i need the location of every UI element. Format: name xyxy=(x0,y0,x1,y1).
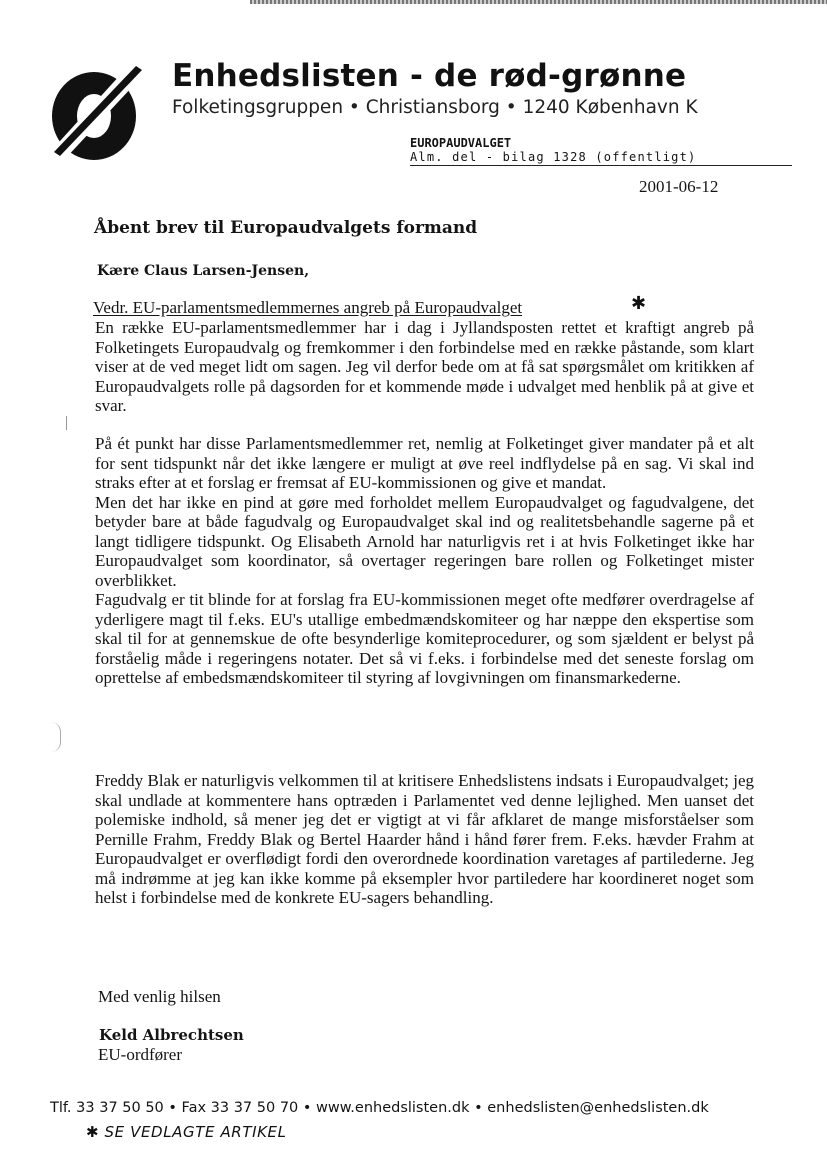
margin-bracket xyxy=(50,722,61,752)
footer-contact: Tlf. 33 37 50 50 • Fax 33 37 50 70 • www.enhedslisten.dk • enhedslisten@enhedslisten.dk xyxy=(50,1100,709,1116)
letter-title: Åbent brev til Europaudvalgets formand xyxy=(94,218,478,238)
paragraph-committees: Fagudvalg er tit blinde for at forslag fra EU-kommissionen meget ofte medfører overdragelse af yderligere magt til f.eks. EU's utallige embedmændskomiteer og har næppe den ekspertise som skal til for at gennemskue de ofte besynderlige komiteprocedurer, og som sjældent er belyst på forståelig måde i regeringens notater. Det så vi f.eks. i forbindelse med det seneste forslag om oprettelse af embedsmændskomiteer til styring af lovgivningen om finansmarkederne. xyxy=(95,590,754,687)
salutation: Kære Claus Larsen-Jensen, xyxy=(97,263,310,279)
handwritten-note: ✱ SE VEDLAGTE ARTIKEL xyxy=(86,1123,287,1141)
paragraph-response: Freddy Blak er naturligvis velkommen til at kritisere Enhedslistens indsats i Europaudvalget; jeg skal undlade at kommentere hans optræden i Parlamentet ved denne lejlighed. Men uanset det polemiske indhold, så mener jeg det er vigtigt at vi får afklaret de mange misforståelser som Pernille Frahm, Freddy Blak og Bertel Haarder hånd i hånd fører frem. F.eks. hævder Frahm at Europaudvalget er overflødigt fordi den overordnede koordination varetages af partilederne. Jeg må indrømme at jeg kan ikke komme på eksempler hvor partiledere har koordineret noget som helst i forbindelse med de konkrete EU-sagers behandling. xyxy=(95,771,754,907)
subject-line: Vedr. EU-parlamentsmedlemmernes angreb på Europaudvalget xyxy=(93,298,523,317)
paragraph-coordination: Men det har ikke en pind at gøre med forholdet mellem Europaudvalget og fagudvalgene, det betyder bare at både fagudvalg og Europaudvalget skal ind og realitetsbehandle sagerne på et langt tidligere tidspunkt. Og Elisabeth Arnold har naturligvis ret i at hvis Folketinget ikke har Europaudvalget som koordinator, så overtager regeringen bare rollen og Folketinget mister overblikket. xyxy=(95,492,754,590)
star-mark-icon: ✱ xyxy=(631,293,647,314)
letter-date: 2001-06-12 xyxy=(639,177,719,196)
organization-address: Folketingsgruppen • Christiansborg • 1240 København K xyxy=(172,97,698,118)
circle-slash-o-logo xyxy=(44,60,148,164)
paragraph-mandates: På ét punkt har disse Parlamentsmedlemmer ret, nemlig at Folketinget giver mandater på et alt for sent tidspunkt når det ikke længere er muligt at øve reel indflydelse på en sag. Vi skal ind straks efter at et forslag er fremsat af EU-kommissionen og give et mandat. xyxy=(95,434,754,492)
margin-mark xyxy=(66,416,67,430)
organization-name: Enhedslisten - de rød-grønne xyxy=(172,58,687,94)
signer-title: EU-ordfører xyxy=(98,1045,183,1064)
committee-label: EUROPAUDVALGET xyxy=(410,136,512,150)
document-reference: Alm. del - bilag 1328 (offentligt) xyxy=(410,150,792,166)
paragraph-intro: En række EU-parlamentsmedlemmer har i dag i Jyllandsposten rettet et kraftigt angreb på Folketingets Europaudvalg og fremkommer i den forbindelse med en række påstande, som klart viser at de ved meget lidt om sagen. Jeg vil derfor bede om at få sat spørgsmålet om kritikken af Europaudvalgets rolle på dagsorden for et kommende møde i udvalget med henblik på at give et svar. xyxy=(95,318,754,415)
closing: Med venlig hilsen xyxy=(98,987,221,1006)
scan-edge-line xyxy=(250,0,827,4)
signer-name: Keld Albrechtsen xyxy=(99,1026,244,1044)
paragraph-group-2 xyxy=(95,434,754,688)
